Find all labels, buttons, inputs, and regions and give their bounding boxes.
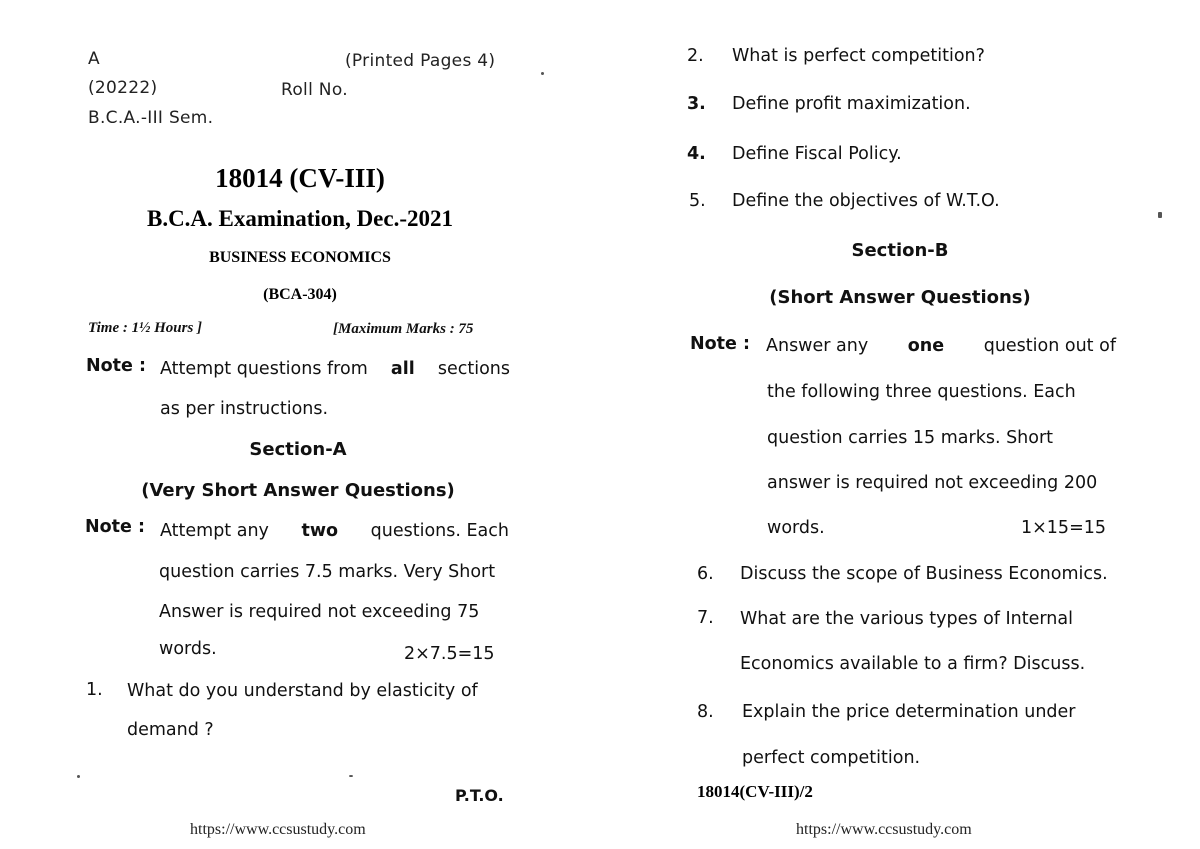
note-2-line-2: question carries 7.5 marks. Very Short <box>159 562 496 582</box>
note-text: sections <box>437 359 510 379</box>
note-b-line-2: the following three questions. Each <box>767 382 1076 402</box>
note-line-1 <box>160 359 510 379</box>
note-label: Note : <box>86 356 146 376</box>
note-2-line-1 <box>160 521 509 541</box>
exam-title: B.C.A. Examination, Dec.-2021 <box>146 206 454 231</box>
paper-code-title: 18014 (CV-III) <box>215 163 385 193</box>
note-b-line-4: answer is required not exceeding 200 <box>767 473 1098 493</box>
series-label: A <box>88 49 100 69</box>
note-text: questions. Each <box>370 521 509 541</box>
note-emphasis: one <box>907 336 945 356</box>
scan-speck <box>541 72 544 75</box>
scan-speck <box>77 775 80 778</box>
note-2-line-3: Answer is required not exceeding 75 <box>159 602 480 622</box>
note-2-line-4: words. <box>159 639 217 659</box>
subject-title: BUSINESS ECONOMICS <box>209 249 391 266</box>
question-number: 3. <box>687 94 706 114</box>
question-1-line-2: demand ? <box>127 720 214 740</box>
question-4: Define Fiscal Policy. <box>732 144 902 164</box>
note-label: Note : <box>85 517 145 537</box>
note-text: Attempt any <box>160 521 269 541</box>
footer-url: https://www.ccsustudy.com <box>796 821 972 838</box>
question-8-line-1: Explain the price determination under <box>742 702 1076 722</box>
semester: B.C.A.-III Sem. <box>88 108 214 128</box>
section-a-subheading: (Very Short Answer Questions) <box>141 480 455 501</box>
question-1-line-1: What do you understand by elasticity of <box>127 681 478 701</box>
note-text: Answer any <box>766 336 869 356</box>
question-5: Define the objectives of W.T.O. <box>732 191 1000 211</box>
question-7-line-2: Economics available to a firm? Discuss. <box>740 654 1086 674</box>
question-number: 2. <box>687 46 704 66</box>
note-b-line-3: question carries 15 marks. Short <box>767 428 1054 448</box>
note-text: Attempt questions from <box>160 359 368 379</box>
note-text: question out of <box>983 336 1116 356</box>
question-number: 5. <box>689 191 706 211</box>
question-number: 6. <box>697 564 714 584</box>
question-6: Discuss the scope of Business Economics. <box>740 564 1108 584</box>
question-number: 4. <box>687 144 706 164</box>
marks-distribution: 2×7.5=15 <box>404 644 495 664</box>
question-number: 8. <box>697 702 714 722</box>
section-b-subheading: (Short Answer Questions) <box>769 287 1031 308</box>
footer-url: https://www.ccsustudy.com <box>190 821 366 838</box>
note-b-line-1 <box>766 336 1116 356</box>
note-emphasis: two <box>301 521 339 541</box>
roll-no-label: Roll No. <box>281 80 348 100</box>
please-turn-over: P.T.O. <box>455 786 504 805</box>
question-7-line-1: What are the various types of Internal <box>740 609 1073 629</box>
question-number: 1. <box>86 680 103 700</box>
subject-code: (BCA-304) <box>263 286 337 303</box>
section-a-heading: Section-A <box>249 439 347 460</box>
question-8-line-2: perfect competition. <box>742 748 921 768</box>
time-allowed: Time : 1½ Hours ] <box>88 320 203 336</box>
printed-pages: (Printed Pages 4) <box>345 51 496 71</box>
marks-distribution: 1×15=15 <box>1021 518 1106 538</box>
note-line-2: as per instructions. <box>160 399 329 419</box>
section-b-heading: Section-B <box>851 240 949 261</box>
question-number: 7. <box>697 608 714 628</box>
note-label: Note : <box>690 334 750 354</box>
scan-speck <box>1158 212 1162 218</box>
maximum-marks: [Maximum Marks : 75 <box>333 321 474 337</box>
note-emphasis: all <box>390 359 415 379</box>
question-3: Define profit maximization. <box>732 94 971 114</box>
paper-number: (20222) <box>88 78 158 98</box>
question-2: What is perfect competition? <box>732 46 985 66</box>
scan-speck <box>349 775 353 777</box>
page-reference: 18014(CV-III)/2 <box>697 782 813 801</box>
note-b-line-5: words. <box>767 518 825 538</box>
